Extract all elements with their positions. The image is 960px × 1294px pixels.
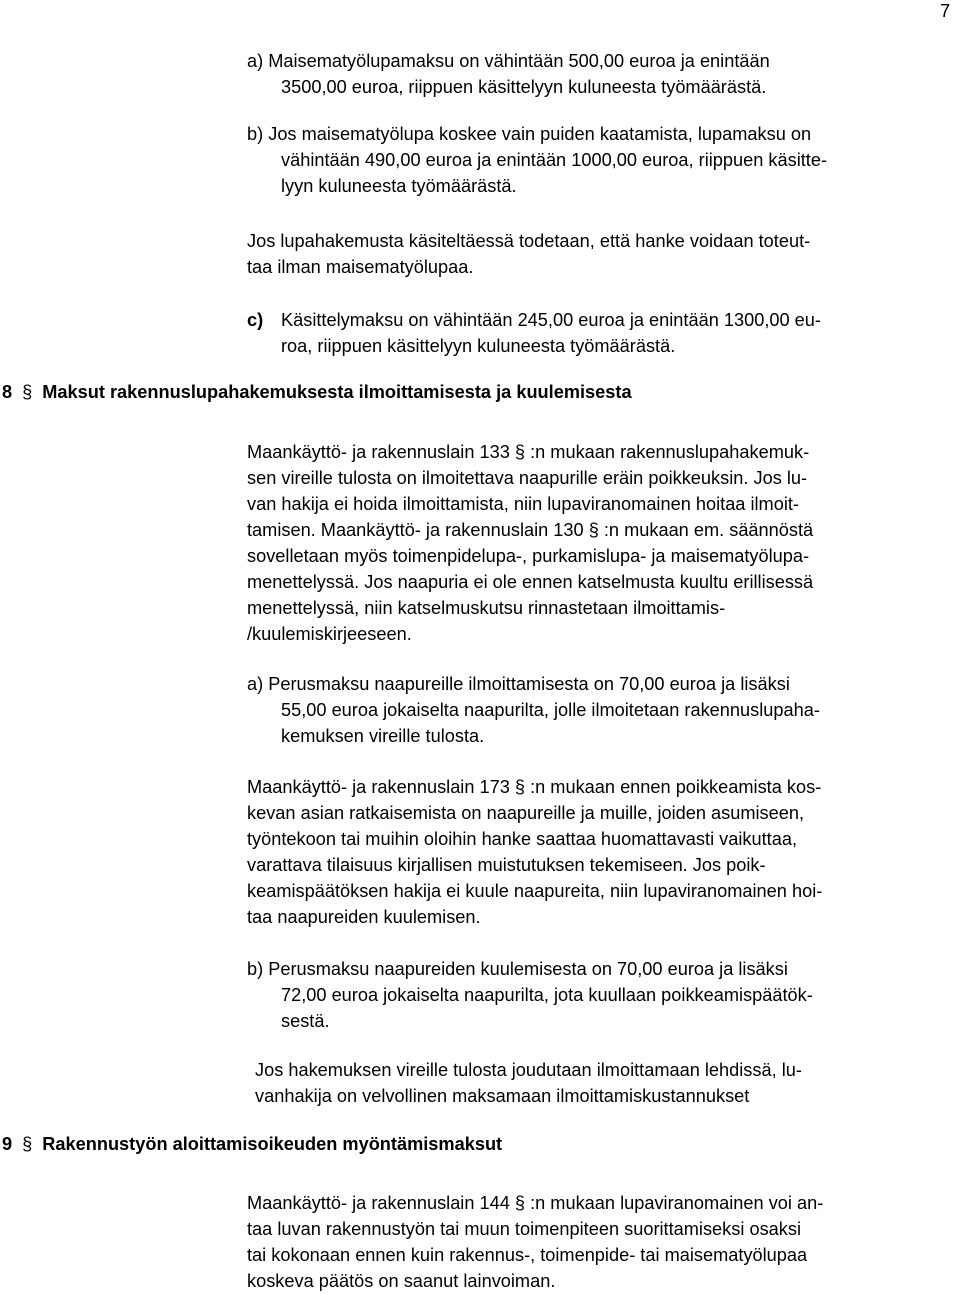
section-9-heading — [2, 1131, 502, 1157]
section-symbol: § — [22, 1134, 33, 1154]
text-line: van hakija ei hoida ilmoittamista, niin lupaviranomainen hoitaa ilmoit- — [247, 494, 799, 514]
text-line: sestä. — [281, 1011, 330, 1031]
text-line: b) Perusmaksu naapureiden kuulemisesta on 70,00 euroa ja lisäksi — [247, 959, 788, 979]
text-line: 72,00 euroa jokaiselta naapurilta, jota kuullaan poikkeamispäätök- — [281, 985, 813, 1005]
text-line: taa naapureiden kuulemisen. — [247, 907, 481, 927]
text-line: vähintään 490,00 euroa ja enintään 1000,00 euroa, riippuen käsitte- — [281, 150, 828, 170]
text-line: Maankäyttö- ja rakennuslain 133 § :n mukaan rakennuslupahakemuk- — [247, 442, 810, 462]
text-line: vanhakija on velvollinen maksamaan ilmoittamiskustannukset — [255, 1086, 750, 1106]
text-line: Maankäyttö- ja rakennuslain 173 § :n mukaan ennen poikkeamista kos- — [247, 777, 822, 797]
text-line: tai kokonaan ennen kuin rakennus-, toimenpide- tai maisematyölupaa — [247, 1245, 808, 1265]
text-line: b) Jos maisematyölupa koskee vain puiden kaatamista, lupamaksu on — [247, 124, 812, 144]
text-line: 55,00 euroa jokaiselta naapurilta, jolle ilmoitetaan rakennuslupaha- — [281, 700, 820, 720]
section-number: 8 — [2, 382, 13, 402]
list-label: c) — [247, 310, 264, 330]
text-line: taa ilman maisematyölupaa. — [247, 257, 474, 277]
text-line: lyyn kuluneesta työmäärästä. — [281, 176, 517, 196]
text-line: tamisen. Maankäyttö- ja rakennuslain 130 § :n mukaan em. säännöstä — [247, 520, 814, 540]
section-title: Maksut rakennuslupahakemuksesta ilmoittamisesta ja kuulemisesta — [42, 382, 632, 402]
text-line: /kuulemiskirjeeseen. — [247, 624, 412, 644]
text-line: menettelyssä. Jos naapuria ei ole ennen katselmusta kuultu erillisessä — [247, 572, 814, 592]
section-number: 9 — [2, 1134, 13, 1154]
text-line: a) Perusmaksu naapureille ilmoittamisesta on 70,00 euroa ja lisäksi — [247, 674, 790, 694]
text-line: varattava tilaisuus kirjallisen muistutuksen tekemiseen. Jos poik- — [247, 855, 766, 875]
text-line: a) Maisematyölupamaksu on vähintään 500,00 euroa ja enintään — [247, 51, 770, 71]
text-line: Käsittelymaksu on vähintään 245,00 euroa ja enintään 1300,00 eu- — [281, 310, 821, 330]
text-line: Jos hakemuksen vireille tulosta joudutaan ilmoittamaan lehdissä, lu- — [255, 1060, 802, 1080]
section-title: Rakennustyön aloittamisoikeuden myöntämismaksut — [42, 1134, 503, 1154]
text-line: roa, riippuen käsittelyyn kuluneesta työmäärästä. — [281, 336, 676, 356]
text-line: Jos lupahakemusta käsiteltäessä todetaan, että hanke voidaan toteut- — [247, 231, 811, 251]
text-line: kevan asian ratkaisemista on naapureille ja muille, joiden asumiseen, — [247, 803, 805, 823]
text-line: 3500,00 euroa, riippuen käsittelyyn kuluneesta työmäärästä. — [281, 77, 767, 97]
text-line: taa luvan rakennustyön tai muun toimenpiteen suorittamiseksi osaksi — [247, 1219, 801, 1239]
section-8-heading — [2, 379, 632, 405]
text-line: sen vireille tulosta on ilmoitettava naapurille eräin poikkeuksin. Jos lu- — [247, 468, 808, 488]
text-line: sovelletaan myös toimenpidelupa-, purkamislupa- ja maisematyölupa- — [247, 546, 810, 566]
page-number: 7 — [940, 1, 951, 21]
text-line: työntekoon tai muihin oloihin hanke saattaa huomattavasti vaikuttaa, — [247, 829, 798, 849]
text-line: kemuksen vireille tulosta. — [281, 726, 485, 746]
section-symbol: § — [22, 382, 33, 402]
text-line: Maankäyttö- ja rakennuslain 144 § :n mukaan lupaviranomainen voi an- — [247, 1193, 824, 1213]
text-line: koskeva päätös on saanut lainvoiman. — [247, 1271, 556, 1291]
text-line: keamispäätöksen hakija ei kuule naapureita, niin lupaviranomainen hoi- — [247, 881, 823, 901]
text-line: menettelyssä, niin katselmuskutsu rinnastetaan ilmoittamis- — [247, 598, 726, 618]
